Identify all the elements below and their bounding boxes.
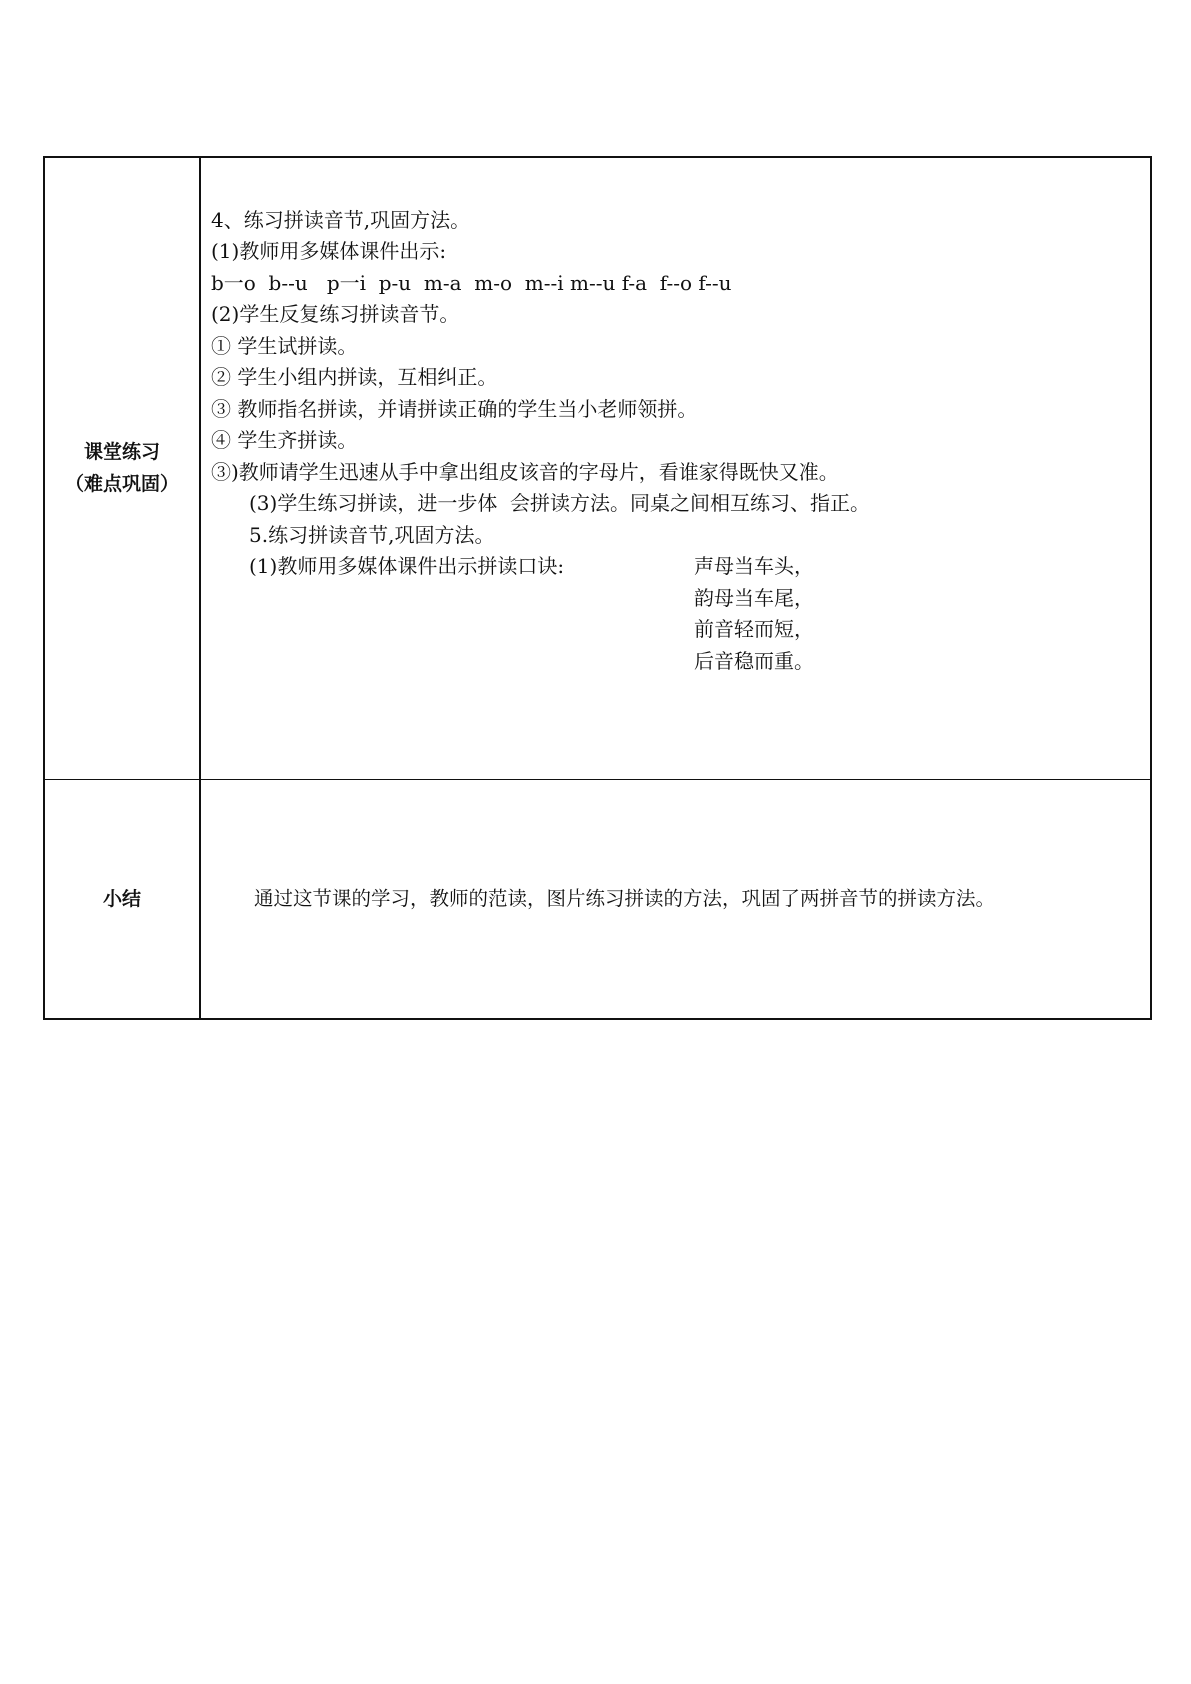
practice-line: ③)教师请学生迅速从手中拿出组皮该音的字母片，看谁家得既快又准。 — [211, 460, 839, 484]
practice-line: 5.练习拼读音节,巩固方法。 — [249, 523, 495, 547]
practice-row — [44, 157, 1151, 779]
practice-line: (1)教师用多媒体课件出示拼读口诀: — [249, 554, 565, 578]
practice-label-line2: （难点巩固） — [64, 473, 179, 496]
practice-label-line1: 课堂练习 — [83, 441, 160, 464]
summary-label-cell — [44, 779, 200, 1019]
practice-line: b一o b--u p一i p-u m-a m-o m--i m--u f-a f--o f--u — [211, 271, 732, 295]
practice-line: (3)学生练习拼读，进一步体 会拼读方法。同桌之间相互练习、指正。 — [249, 491, 871, 515]
practice-content — [201, 158, 1150, 779]
summary-content-cell — [200, 779, 1151, 1019]
practice-line: ② 学生小组内拼读，互相纠正。 — [211, 365, 498, 389]
practice-line: ③ 教师指名拼读，并请拼读正确的学生当小老师领拼。 — [211, 397, 698, 421]
rhyme-line: 前音轻而短， — [694, 617, 814, 641]
practice-label-cell — [44, 157, 200, 779]
practice-content-cell — [200, 157, 1151, 779]
summary-label: 小结 — [102, 887, 141, 910]
practice-line: ④ 学生齐拼读。 — [211, 428, 358, 452]
summary-row — [44, 779, 1151, 1019]
summary-text: 通过这节课的学习，教师的范读，图片练习拼读的方法，巩固了两拼音节的拼读方法。 — [254, 886, 996, 910]
practice-line: 4、练习拼读音节,巩固方法。 — [211, 208, 471, 232]
practice-line: (1)教师用多媒体课件出示: — [211, 239, 447, 263]
practice-line: ① 学生试拼读。 — [211, 334, 358, 358]
rhyme-line: 声母当车头， — [694, 554, 814, 578]
lesson-plan-table — [43, 156, 1152, 1020]
rhyme-line: 后音稳而重。 — [694, 649, 814, 673]
practice-line: (2)学生反复练习拼读音节。 — [211, 302, 460, 326]
rhyme-line: 韵母当车尾， — [694, 586, 814, 610]
